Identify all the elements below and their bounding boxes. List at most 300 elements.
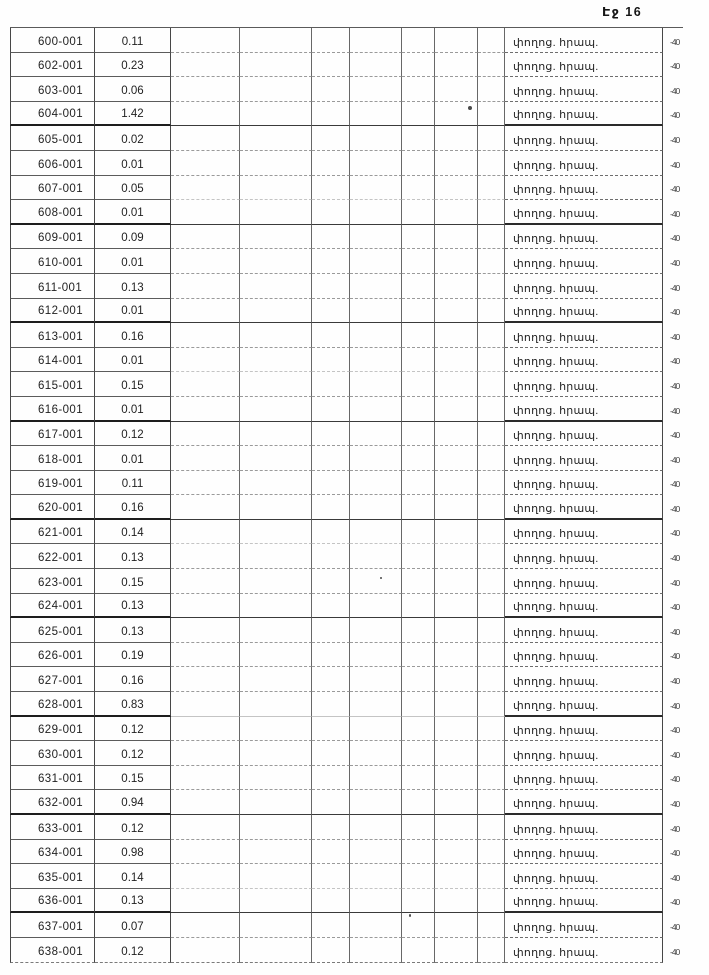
empty-grid-cell bbox=[171, 938, 240, 963]
empty-grid-cell bbox=[435, 741, 478, 766]
empty-grid-cell bbox=[312, 741, 350, 766]
land-use-cell: փողոց. հրապ. bbox=[505, 126, 663, 151]
empty-grid-cell bbox=[240, 544, 312, 569]
empty-grid-cell bbox=[312, 495, 350, 520]
empty-grid-cell bbox=[171, 126, 240, 151]
area-value-cell: 0.02 bbox=[95, 126, 171, 151]
empty-grid-cell bbox=[240, 520, 312, 545]
empty-grid-cell bbox=[402, 741, 435, 766]
empty-grid-cell bbox=[402, 889, 435, 914]
empty-grid-cell bbox=[478, 471, 505, 496]
cutoff-edge-fragment: -40 bbox=[670, 897, 680, 908]
empty-grid-cell bbox=[402, 225, 435, 250]
land-use-cell: փողոց. հրապ. bbox=[505, 348, 663, 373]
empty-grid-cell bbox=[402, 717, 435, 742]
empty-grid-cell bbox=[478, 766, 505, 791]
empty-grid-cell bbox=[240, 53, 312, 78]
table-row bbox=[10, 28, 683, 53]
table-row bbox=[10, 225, 683, 250]
land-use-cell: փողոց. հրապ. bbox=[505, 53, 663, 78]
empty-grid-cell bbox=[478, 594, 505, 619]
empty-grid-cell bbox=[240, 618, 312, 643]
empty-grid-cell bbox=[478, 372, 505, 397]
empty-grid-cell bbox=[350, 200, 402, 225]
empty-grid-cell bbox=[402, 938, 435, 963]
parcel-code-cell: 605-001 bbox=[10, 126, 95, 151]
area-value-cell: 0.01 bbox=[95, 348, 171, 373]
area-value-cell: 0.01 bbox=[95, 249, 171, 274]
empty-grid-cell bbox=[402, 692, 435, 717]
empty-grid-cell bbox=[435, 913, 478, 938]
cutoff-edge-fragment: -40 bbox=[670, 626, 680, 637]
empty-grid-cell bbox=[435, 692, 478, 717]
area-value-cell: 0.14 bbox=[95, 520, 171, 545]
empty-grid-cell bbox=[478, 176, 505, 201]
cutoff-edge-fragment: -40 bbox=[670, 946, 680, 957]
area-value-cell: 0.15 bbox=[95, 372, 171, 397]
table-row bbox=[10, 176, 683, 201]
parcel-code-cell: 606-001 bbox=[10, 151, 95, 176]
empty-grid-cell bbox=[312, 176, 350, 201]
cutoff-edge-fragment: -40 bbox=[670, 479, 680, 490]
parcel-code-cell: 613-001 bbox=[10, 323, 95, 348]
cutoff-edge-fragment: -40 bbox=[670, 577, 680, 588]
cutoff-edge-fragment: -40 bbox=[670, 257, 680, 268]
area-value-cell: 0.19 bbox=[95, 643, 171, 668]
land-use-cell: փողոց. հրապ. bbox=[505, 28, 663, 53]
empty-grid-cell bbox=[435, 372, 478, 397]
empty-grid-cell bbox=[402, 495, 435, 520]
empty-grid-cell bbox=[478, 53, 505, 78]
parcel-code-cell: 620-001 bbox=[10, 495, 95, 520]
empty-grid-cell bbox=[402, 53, 435, 78]
empty-grid-cell bbox=[402, 28, 435, 53]
area-value-cell: 0.01 bbox=[95, 446, 171, 471]
parcel-code-cell: 638-001 bbox=[10, 938, 95, 963]
area-value-cell: 0.16 bbox=[95, 495, 171, 520]
table-row bbox=[10, 717, 683, 742]
cutoff-edge-fragment: -40 bbox=[670, 356, 680, 367]
cutoff-edge-fragment: -40 bbox=[670, 85, 680, 96]
empty-grid-cell bbox=[171, 225, 240, 250]
empty-grid-cell bbox=[478, 815, 505, 840]
parcel-code-cell: 629-001 bbox=[10, 717, 95, 742]
empty-grid-cell bbox=[350, 495, 402, 520]
empty-grid-cell bbox=[350, 643, 402, 668]
empty-grid-cell bbox=[402, 446, 435, 471]
empty-grid-cell bbox=[350, 766, 402, 791]
area-value-cell: 0.15 bbox=[95, 766, 171, 791]
table-row bbox=[10, 741, 683, 766]
empty-grid-cell bbox=[240, 692, 312, 717]
empty-grid-cell bbox=[171, 717, 240, 742]
empty-grid-cell bbox=[435, 717, 478, 742]
empty-grid-cell bbox=[312, 422, 350, 447]
empty-grid-cell bbox=[402, 274, 435, 299]
empty-grid-cell bbox=[435, 397, 478, 422]
empty-grid-cell bbox=[171, 569, 240, 594]
empty-grid-cell bbox=[350, 790, 402, 815]
parcel-code-cell: 616-001 bbox=[10, 397, 95, 422]
empty-grid-cell bbox=[350, 741, 402, 766]
empty-grid-cell bbox=[478, 840, 505, 865]
empty-grid-cell bbox=[312, 348, 350, 373]
table-row bbox=[10, 323, 683, 348]
area-value-cell: 0.12 bbox=[95, 815, 171, 840]
empty-grid-cell bbox=[350, 938, 402, 963]
empty-grid-cell bbox=[312, 77, 350, 102]
empty-grid-cell bbox=[402, 348, 435, 373]
empty-grid-cell bbox=[350, 618, 402, 643]
area-value-cell: 0.11 bbox=[95, 28, 171, 53]
parcel-code-cell: 610-001 bbox=[10, 249, 95, 274]
scan-noise-speck bbox=[468, 106, 472, 110]
area-value-cell: 0.01 bbox=[95, 200, 171, 225]
empty-grid-cell bbox=[312, 594, 350, 619]
empty-grid-cell bbox=[312, 126, 350, 151]
parcel-code-cell: 637-001 bbox=[10, 913, 95, 938]
parcel-code-cell: 600-001 bbox=[10, 28, 95, 53]
empty-grid-cell bbox=[240, 176, 312, 201]
empty-grid-cell bbox=[350, 594, 402, 619]
empty-grid-cell bbox=[171, 692, 240, 717]
empty-grid-cell bbox=[478, 102, 505, 127]
empty-grid-cell bbox=[240, 790, 312, 815]
empty-grid-cell bbox=[478, 397, 505, 422]
table-row bbox=[10, 864, 683, 889]
empty-grid-cell bbox=[478, 889, 505, 914]
empty-grid-cell bbox=[350, 569, 402, 594]
cutoff-edge-fragment: -40 bbox=[670, 676, 680, 687]
empty-grid-cell bbox=[312, 520, 350, 545]
empty-grid-cell bbox=[240, 446, 312, 471]
empty-grid-cell bbox=[312, 618, 350, 643]
empty-grid-cell bbox=[240, 913, 312, 938]
cutoff-edge-fragment: -40 bbox=[670, 405, 680, 416]
empty-grid-cell bbox=[350, 176, 402, 201]
empty-grid-cell bbox=[402, 249, 435, 274]
empty-grid-cell bbox=[478, 323, 505, 348]
empty-grid-cell bbox=[478, 495, 505, 520]
parcel-code-cell: 617-001 bbox=[10, 422, 95, 447]
empty-grid-cell bbox=[350, 225, 402, 250]
parcel-code-cell: 623-001 bbox=[10, 569, 95, 594]
empty-grid-cell bbox=[435, 667, 478, 692]
empty-grid-cell bbox=[171, 323, 240, 348]
parcel-code-cell: 633-001 bbox=[10, 815, 95, 840]
empty-grid-cell bbox=[171, 397, 240, 422]
area-value-cell: 0.16 bbox=[95, 667, 171, 692]
land-use-cell: փողոց. հրապ. bbox=[505, 446, 663, 471]
empty-grid-cell bbox=[171, 864, 240, 889]
empty-grid-cell bbox=[402, 323, 435, 348]
empty-grid-cell bbox=[240, 151, 312, 176]
cutoff-edge-fragment: -40 bbox=[670, 872, 680, 883]
empty-grid-cell bbox=[171, 815, 240, 840]
empty-grid-cell bbox=[171, 77, 240, 102]
area-value-cell: 0.11 bbox=[95, 471, 171, 496]
land-use-cell: փողոց. հրապ. bbox=[505, 594, 663, 619]
empty-grid-cell bbox=[478, 225, 505, 250]
empty-grid-cell bbox=[171, 667, 240, 692]
area-value-cell: 0.09 bbox=[95, 225, 171, 250]
empty-grid-cell bbox=[435, 102, 478, 127]
empty-grid-cell bbox=[350, 692, 402, 717]
empty-grid-cell bbox=[312, 913, 350, 938]
empty-grid-cell bbox=[478, 28, 505, 53]
cutoff-edge-fragment: -40 bbox=[670, 61, 680, 72]
empty-grid-cell bbox=[350, 815, 402, 840]
empty-grid-cell bbox=[312, 274, 350, 299]
empty-grid-cell bbox=[171, 544, 240, 569]
empty-grid-cell bbox=[402, 667, 435, 692]
table-row bbox=[10, 422, 683, 447]
parcel-code-cell: 607-001 bbox=[10, 176, 95, 201]
parcel-code-cell: 603-001 bbox=[10, 77, 95, 102]
empty-grid-cell bbox=[478, 422, 505, 447]
empty-grid-cell bbox=[312, 397, 350, 422]
empty-grid-cell bbox=[435, 938, 478, 963]
empty-grid-cell bbox=[171, 176, 240, 201]
empty-grid-cell bbox=[402, 151, 435, 176]
land-use-cell: փողոց. հրապ. bbox=[505, 151, 663, 176]
empty-grid-cell bbox=[402, 299, 435, 324]
parcel-table bbox=[10, 27, 683, 963]
table-row bbox=[10, 594, 683, 619]
cutoff-edge-fragment: -40 bbox=[670, 823, 680, 834]
empty-grid-cell bbox=[350, 348, 402, 373]
empty-grid-cell bbox=[240, 422, 312, 447]
empty-grid-cell bbox=[402, 594, 435, 619]
empty-grid-cell bbox=[350, 889, 402, 914]
empty-grid-cell bbox=[312, 544, 350, 569]
empty-grid-cell bbox=[240, 471, 312, 496]
cutoff-edge-fragment: -40 bbox=[670, 749, 680, 760]
table-row bbox=[10, 815, 683, 840]
land-use-cell: փողոց. հրապ. bbox=[505, 864, 663, 889]
cutoff-edge-fragment: -40 bbox=[670, 110, 680, 121]
empty-grid-cell bbox=[350, 249, 402, 274]
empty-grid-cell bbox=[478, 151, 505, 176]
empty-grid-cell bbox=[171, 495, 240, 520]
empty-grid-cell bbox=[171, 200, 240, 225]
empty-grid-cell bbox=[312, 225, 350, 250]
empty-grid-cell bbox=[478, 938, 505, 963]
table-row bbox=[10, 348, 683, 373]
empty-grid-cell bbox=[171, 299, 240, 324]
parcel-code-cell: 622-001 bbox=[10, 544, 95, 569]
empty-grid-cell bbox=[312, 840, 350, 865]
empty-grid-cell bbox=[350, 299, 402, 324]
cutoff-edge-fragment: -40 bbox=[670, 282, 680, 293]
empty-grid-cell bbox=[402, 790, 435, 815]
empty-grid-cell bbox=[402, 397, 435, 422]
empty-grid-cell bbox=[171, 249, 240, 274]
empty-grid-cell bbox=[171, 594, 240, 619]
empty-grid-cell bbox=[435, 274, 478, 299]
empty-grid-cell bbox=[312, 299, 350, 324]
empty-grid-cell bbox=[240, 815, 312, 840]
area-value-cell: 1.42 bbox=[95, 102, 171, 127]
scan-noise-speck bbox=[380, 577, 382, 579]
empty-grid-cell bbox=[435, 249, 478, 274]
parcel-code-cell: 614-001 bbox=[10, 348, 95, 373]
scan-noise-speck bbox=[409, 914, 411, 917]
area-value-cell: 0.98 bbox=[95, 840, 171, 865]
area-value-cell: 0.16 bbox=[95, 323, 171, 348]
empty-grid-cell bbox=[171, 102, 240, 127]
parcel-code-cell: 636-001 bbox=[10, 889, 95, 914]
empty-grid-cell bbox=[312, 323, 350, 348]
cutoff-edge-fragment: -40 bbox=[670, 921, 680, 932]
empty-grid-cell bbox=[240, 299, 312, 324]
table-row bbox=[10, 126, 683, 151]
empty-grid-cell bbox=[312, 864, 350, 889]
area-value-cell: 0.15 bbox=[95, 569, 171, 594]
table-row bbox=[10, 643, 683, 668]
area-value-cell: 0.12 bbox=[95, 741, 171, 766]
table-row bbox=[10, 938, 683, 963]
empty-grid-cell bbox=[240, 102, 312, 127]
area-value-cell: 0.05 bbox=[95, 176, 171, 201]
table-row bbox=[10, 569, 683, 594]
area-value-cell: 0.01 bbox=[95, 151, 171, 176]
table-row bbox=[10, 397, 683, 422]
empty-grid-cell bbox=[171, 372, 240, 397]
land-use-cell: փողոց. հրապ. bbox=[505, 200, 663, 225]
empty-grid-cell bbox=[435, 422, 478, 447]
empty-grid-cell bbox=[240, 200, 312, 225]
empty-grid-cell bbox=[312, 717, 350, 742]
empty-grid-cell bbox=[240, 249, 312, 274]
table-row bbox=[10, 618, 683, 643]
empty-grid-cell bbox=[240, 323, 312, 348]
empty-grid-cell bbox=[350, 667, 402, 692]
table-row bbox=[10, 274, 683, 299]
land-use-cell: փողոց. հրապ. bbox=[505, 938, 663, 963]
empty-grid-cell bbox=[435, 446, 478, 471]
land-use-cell: փողոց. հրապ. bbox=[505, 323, 663, 348]
empty-grid-cell bbox=[240, 495, 312, 520]
empty-grid-cell bbox=[171, 520, 240, 545]
empty-grid-cell bbox=[240, 569, 312, 594]
land-use-cell: փողոց. հրապ. bbox=[505, 741, 663, 766]
cutoff-edge-fragment: -40 bbox=[670, 380, 680, 391]
area-value-cell: 0.13 bbox=[95, 889, 171, 914]
table-row bbox=[10, 840, 683, 865]
cutoff-edge-fragment: -40 bbox=[670, 208, 680, 219]
empty-grid-cell bbox=[478, 667, 505, 692]
empty-grid-cell bbox=[171, 741, 240, 766]
cutoff-edge-fragment: -40 bbox=[670, 700, 680, 711]
parcel-code-cell: 621-001 bbox=[10, 520, 95, 545]
empty-grid-cell bbox=[350, 520, 402, 545]
cutoff-edge-fragment: -40 bbox=[670, 528, 680, 539]
empty-grid-cell bbox=[435, 643, 478, 668]
table-row bbox=[10, 495, 683, 520]
land-use-cell: փողոց. հրապ. bbox=[505, 225, 663, 250]
parcel-code-cell: 612-001 bbox=[10, 299, 95, 324]
empty-grid-cell bbox=[402, 864, 435, 889]
land-use-cell: փողոց. հրապ. bbox=[505, 889, 663, 914]
empty-grid-cell bbox=[435, 766, 478, 791]
empty-grid-cell bbox=[312, 643, 350, 668]
land-use-cell: փողոց. հրապ. bbox=[505, 299, 663, 324]
table-row bbox=[10, 446, 683, 471]
empty-grid-cell bbox=[435, 225, 478, 250]
empty-grid-cell bbox=[240, 28, 312, 53]
empty-grid-cell bbox=[240, 889, 312, 914]
empty-grid-cell bbox=[350, 53, 402, 78]
empty-grid-cell bbox=[240, 397, 312, 422]
empty-grid-cell bbox=[312, 102, 350, 127]
empty-grid-cell bbox=[350, 471, 402, 496]
empty-grid-cell bbox=[435, 151, 478, 176]
empty-grid-cell bbox=[435, 176, 478, 201]
empty-grid-cell bbox=[312, 815, 350, 840]
land-use-cell: փողոց. հրապ. bbox=[505, 520, 663, 545]
cutoff-edge-fragment: -40 bbox=[670, 454, 680, 465]
empty-grid-cell bbox=[435, 569, 478, 594]
empty-grid-cell bbox=[435, 815, 478, 840]
land-use-cell: փողոց. հրապ. bbox=[505, 815, 663, 840]
parcel-code-cell: 634-001 bbox=[10, 840, 95, 865]
empty-grid-cell bbox=[478, 274, 505, 299]
empty-grid-cell bbox=[478, 790, 505, 815]
table-row bbox=[10, 249, 683, 274]
land-use-cell: փողոց. հրապ. bbox=[505, 422, 663, 447]
area-value-cell: 0.12 bbox=[95, 717, 171, 742]
cutoff-edge-fragment: -40 bbox=[670, 799, 680, 809]
empty-grid-cell bbox=[435, 323, 478, 348]
empty-grid-cell bbox=[435, 77, 478, 102]
table-row bbox=[10, 151, 683, 176]
parcel-code-cell: 609-001 bbox=[10, 225, 95, 250]
page-number-label: Էջ 16 bbox=[602, 5, 643, 19]
empty-grid-cell bbox=[435, 28, 478, 53]
land-use-cell: փողոց. հրապ. bbox=[505, 77, 663, 102]
empty-grid-cell bbox=[435, 864, 478, 889]
empty-grid-cell bbox=[312, 249, 350, 274]
empty-grid-cell bbox=[435, 53, 478, 78]
cutoff-edge-fragment: -40 bbox=[670, 307, 680, 318]
empty-grid-cell bbox=[478, 77, 505, 102]
empty-grid-cell bbox=[402, 126, 435, 151]
empty-grid-cell bbox=[171, 840, 240, 865]
empty-grid-cell bbox=[435, 618, 478, 643]
land-use-cell: փողոց. հրապ. bbox=[505, 913, 663, 938]
empty-grid-cell bbox=[402, 913, 435, 938]
cutoff-edge-fragment: -40 bbox=[670, 430, 680, 441]
empty-grid-cell bbox=[240, 372, 312, 397]
land-use-cell: փողոց. հրապ. bbox=[505, 397, 663, 422]
empty-grid-cell bbox=[435, 200, 478, 225]
table-row bbox=[10, 766, 683, 791]
empty-grid-cell bbox=[402, 815, 435, 840]
empty-grid-cell bbox=[350, 126, 402, 151]
empty-grid-cell bbox=[402, 200, 435, 225]
land-use-cell: փողոց. հրապ. bbox=[505, 249, 663, 274]
table-row bbox=[10, 889, 683, 914]
area-value-cell: 0.13 bbox=[95, 274, 171, 299]
empty-grid-cell bbox=[350, 28, 402, 53]
empty-grid-cell bbox=[171, 766, 240, 791]
land-use-cell: փողոց. հրապ. bbox=[505, 790, 663, 815]
empty-grid-cell bbox=[402, 372, 435, 397]
area-value-cell: 0.23 bbox=[95, 53, 171, 78]
empty-grid-cell bbox=[478, 864, 505, 889]
area-value-cell: 0.83 bbox=[95, 692, 171, 717]
